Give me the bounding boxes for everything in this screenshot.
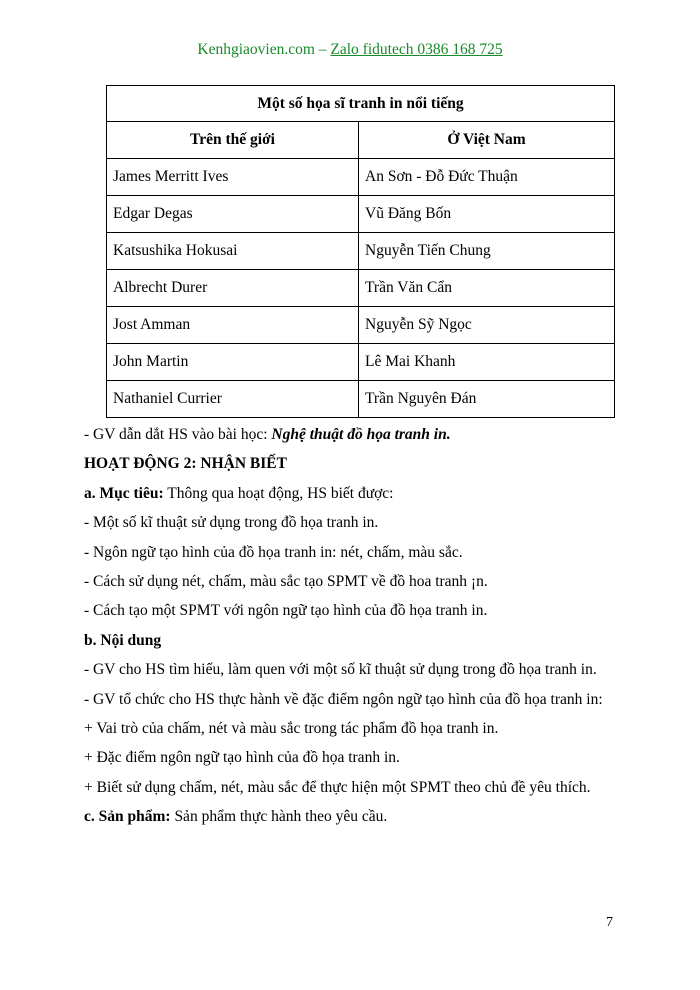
- table-row: [107, 344, 615, 381]
- content-bullet: + Vai trò của chấm, nét và màu sắc trong tác phẩm đồ họa tranh in.: [84, 719, 499, 737]
- table-row: [107, 307, 615, 344]
- page-header: [0, 41, 700, 59]
- activity-heading: HOẠT ĐỘNG 2: NHẬN BIẾT: [84, 455, 287, 473]
- world-painter: Katsushika Hokusai: [107, 233, 359, 270]
- lesson-content: [84, 420, 624, 832]
- vietnam-painter: Nguyễn Tiến Chung: [359, 233, 615, 270]
- objective-item: - Cách sử dụng nét, chấm, màu sắc tạo SPMT về đồ hoa tranh ¡n.: [84, 572, 488, 590]
- vietnam-painter: Trần Nguyên Đán: [359, 381, 615, 418]
- page-number: 7: [606, 915, 613, 930]
- header-separator: –: [314, 41, 331, 58]
- objective-item: - Một số kĩ thuật sử dụng trong đồ họa tranh in.: [84, 514, 379, 532]
- objective-item: - Ngôn ngữ tạo hình của đồ họa tranh in: nét, chấm, màu sắc.: [84, 543, 463, 561]
- vietnam-painter: Lê Mai Khanh: [359, 344, 615, 381]
- content-bullet: + Biết sử dụng chấm, nét, màu sắc để thực hiện một SPMT theo chủ đề yêu thích.: [84, 778, 591, 796]
- world-painter: Nathaniel Currier: [107, 381, 359, 418]
- objective-text: Thông qua hoạt động, HS biết được:: [163, 484, 394, 502]
- product-line: [84, 802, 624, 831]
- painters-table: [106, 85, 615, 418]
- vietnam-painter: Vũ Đăng Bốn: [359, 196, 615, 233]
- vietnam-painter: Trần Văn Cẩn: [359, 270, 615, 307]
- world-painter: Jost Amman: [107, 307, 359, 344]
- world-painter: Edgar Degas: [107, 196, 359, 233]
- header-site: Kenhgiaovien.com: [197, 41, 315, 58]
- objective-line: [84, 479, 624, 508]
- product-label: c. Sản phẩm:: [84, 808, 171, 826]
- objective-label: a. Mục tiêu:: [84, 484, 164, 502]
- vietnam-painter: An Sơn - Đỗ Đức Thuận: [359, 159, 615, 196]
- intro-prefix: - GV dẫn dắt HS vào bài học:: [84, 426, 272, 443]
- intro-line: [84, 420, 624, 449]
- product-text: Sản phẩm thực hành theo yêu cầu.: [170, 808, 388, 826]
- table-row: [107, 270, 615, 307]
- content-paragraph: - GV cho HS tìm hiểu, làm quen với một số kĩ thuật sử dụng trong đồ họa tranh in.: [84, 661, 597, 679]
- content-paragraph: - GV tổ chức cho HS thực hành về đặc điểm ngôn ngữ tạo hình của đồ họa tranh in:: [84, 690, 603, 708]
- world-painter: Albrecht Durer: [107, 270, 359, 307]
- header-zalo-link[interactable]: Zalo fidutech 0386 168 725: [330, 41, 503, 58]
- intro-emphasis: Nghệ thuật đồ họa tranh in.: [271, 426, 451, 443]
- world-painter: James Merritt Ives: [107, 159, 359, 196]
- content-label: b. Nội dung: [84, 631, 162, 649]
- table-row: [107, 159, 615, 196]
- content-bullet: + Đặc điểm ngôn ngữ tạo hình của đồ họa tranh in.: [84, 749, 400, 767]
- table-row: [107, 196, 615, 233]
- table-row: [107, 233, 615, 270]
- objective-item: - Cách tạo một SPMT với ngôn ngữ tạo hình của đồ họa tranh in.: [84, 602, 488, 620]
- table-row: [107, 381, 615, 418]
- world-painter: John Martin: [107, 344, 359, 381]
- vietnam-painter: Nguyễn Sỹ Ngọc: [359, 307, 615, 344]
- table-title: Một số họa sĩ tranh in nổi tiếng: [107, 86, 615, 122]
- column-header-world: Trên thế giới: [107, 122, 359, 159]
- column-header-vietnam: Ở Việt Nam: [359, 122, 615, 159]
